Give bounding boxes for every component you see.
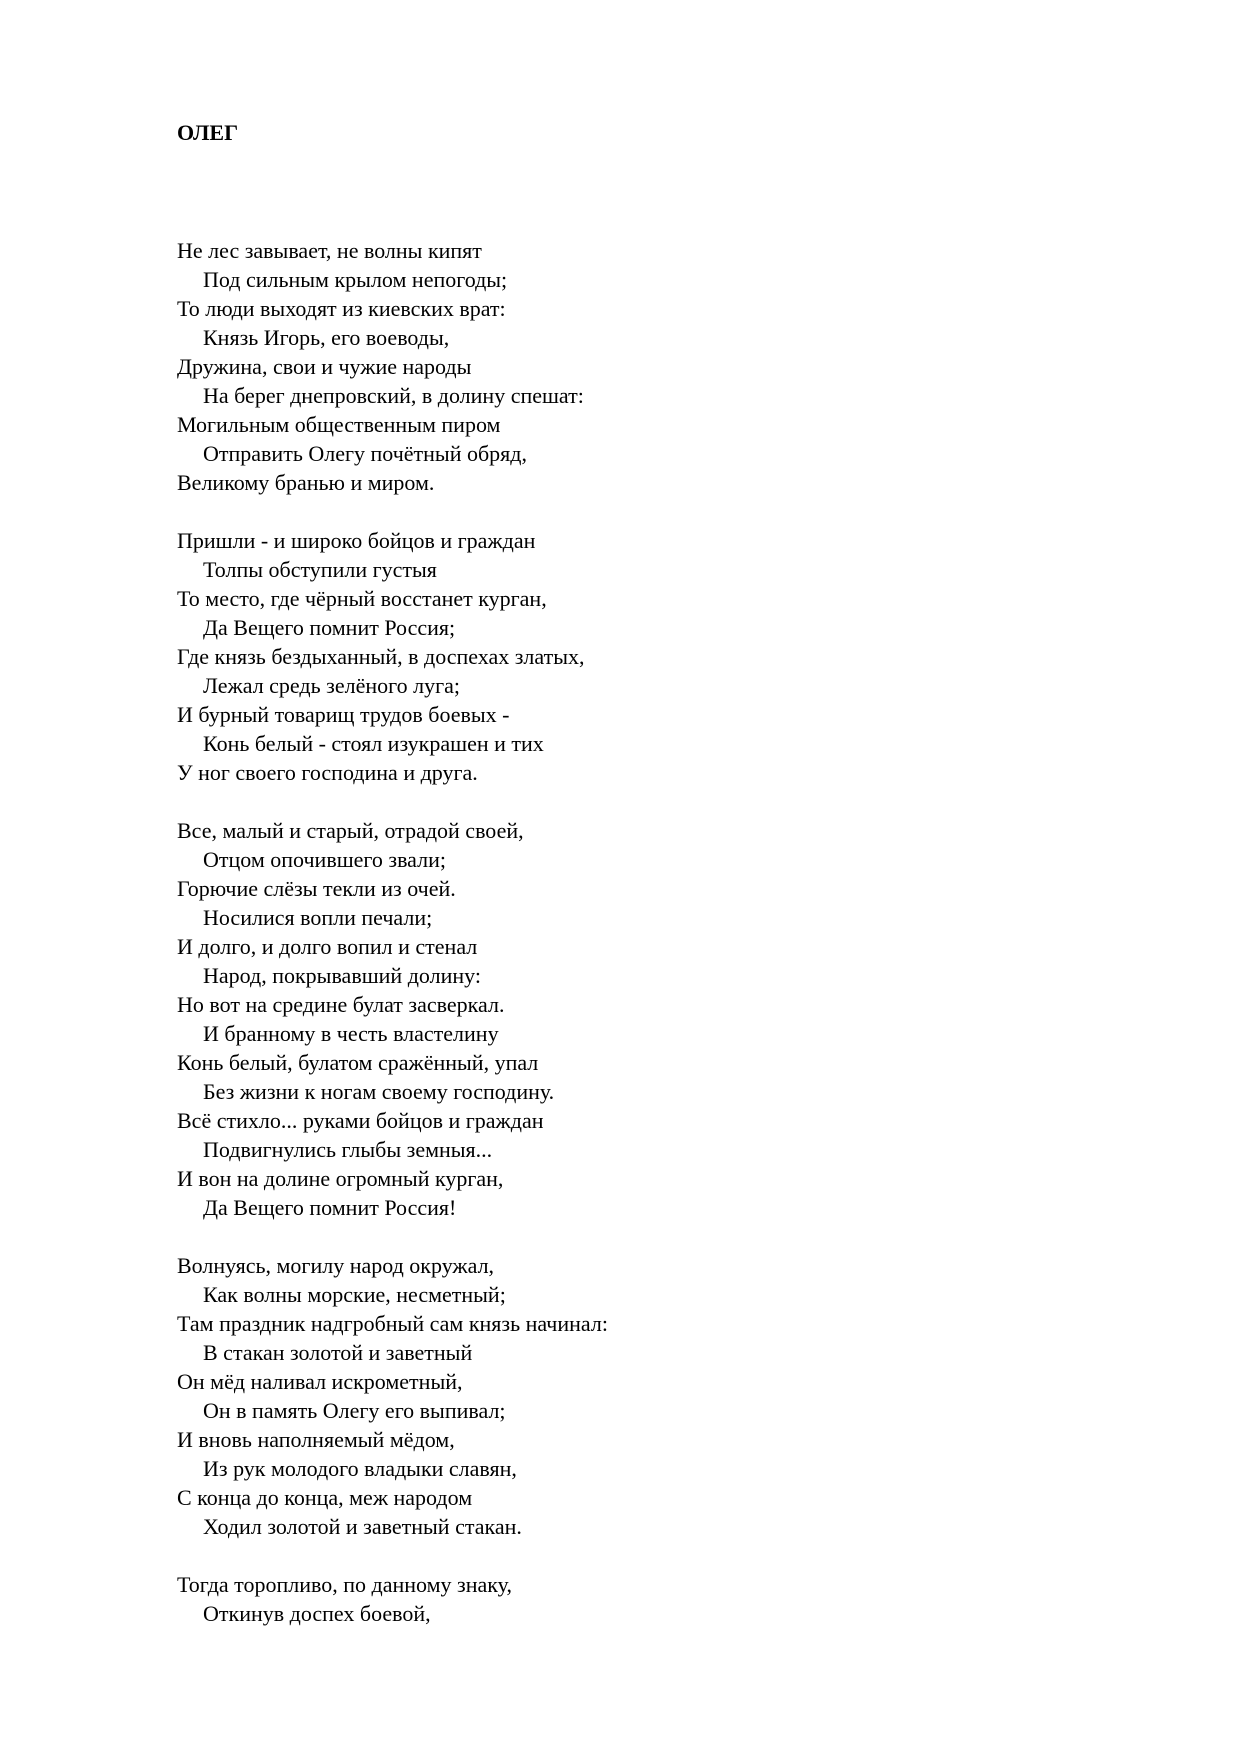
poem-line: Подвигнулись глыбы земныя... [203, 1137, 493, 1162]
poem-line: Все, малый и старый, отрадой своей, [177, 818, 524, 843]
poem-line: Из рук молодого владыки славян, [203, 1456, 517, 1481]
stanza [177, 236, 1177, 497]
poem-line: Волнуясь, могилу народ окружал, [177, 1253, 495, 1278]
poem-line: Как волны морские, несметный; [203, 1282, 506, 1307]
poem-line: С конца до конца, меж народом [177, 1485, 473, 1510]
stanza [177, 1251, 1177, 1541]
poem-line: Не лес завывает, не волны кипят [177, 238, 482, 263]
poem-line: Могильным общественным пиром [177, 412, 501, 437]
poem-body [177, 236, 1177, 1657]
poem-line: И бранному в честь властелину [203, 1021, 499, 1046]
stanza [177, 816, 1177, 1222]
poem-line: Толпы обступили густыя [203, 557, 437, 582]
poem-line: Народ, покрывавший долину: [203, 963, 481, 988]
poem-line: И вон на долине огромный курган, [177, 1166, 504, 1191]
poem-line: Отправить Олегу почётный обряд, [203, 441, 527, 466]
poem-line: В стакан золотой и заветный [203, 1340, 473, 1365]
poem-line: Где князь бездыханный, в доспехах златых, [177, 644, 585, 669]
poem-title: ОЛЕГ [177, 120, 239, 145]
poem-line: Откинув доспех боевой, [203, 1601, 431, 1626]
poem-line: Князь Игорь, его воеводы, [203, 325, 450, 350]
poem-line: Но вот на средине булат засверкал. [177, 992, 505, 1017]
poem-line: Всё стихло... руками бойцов и граждан [177, 1108, 544, 1133]
poem-line: Дружина, свои и чужие народы [177, 354, 472, 379]
poem-line: Великому бранью и миром. [177, 470, 435, 495]
poem-line: И долго, и долго вопил и стенал [177, 934, 478, 959]
poem-line: Он в память Олегу его выпивал; [203, 1398, 506, 1423]
poem-line: Там праздник надгробный сам князь начинал: [177, 1311, 608, 1336]
poem-line: То люди выходят из киевских врат: [177, 296, 506, 321]
poem-line: То место, где чёрный восстанет курган, [177, 586, 547, 611]
poem-line: Ходил золотой и заветный стакан. [203, 1514, 522, 1539]
poem-line: Тогда торопливо, по данному знаку, [177, 1572, 512, 1597]
poem-line: Горючие слёзы текли из очей. [177, 876, 456, 901]
poem-line: Да Вещего помнит Россия! [203, 1195, 457, 1220]
poem-line: Пришли - и широко бойцов и граждан [177, 528, 536, 553]
poem-line: Без жизни к ногам своему господину. [203, 1079, 555, 1104]
poem-line: Лежал средь зелёного луга; [203, 673, 460, 698]
stanza [177, 526, 1177, 787]
poem-line: У ног своего господина и друга. [177, 760, 478, 785]
poem-line: Он мёд наливал искрометный, [177, 1369, 463, 1394]
stanza [177, 1570, 1177, 1628]
poem-line: На берег днепровский, в долину спешат: [203, 383, 584, 408]
poem-line: Носилися вопли печали; [203, 905, 433, 930]
poem-line: И вновь наполняемый мёдом, [177, 1427, 455, 1452]
poem-line: Конь белый, булатом сражённый, упал [177, 1050, 539, 1075]
poem-line: И бурный товарищ трудов боевых - [177, 702, 510, 727]
poem-line: Отцом опочившего звали; [203, 847, 446, 872]
poem-line: Конь белый - стоял изукрашен и тих [203, 731, 544, 756]
poem-line: Да Вещего помнит Россия; [203, 615, 456, 640]
poem-line: Под сильным крылом непогоды; [203, 267, 508, 292]
